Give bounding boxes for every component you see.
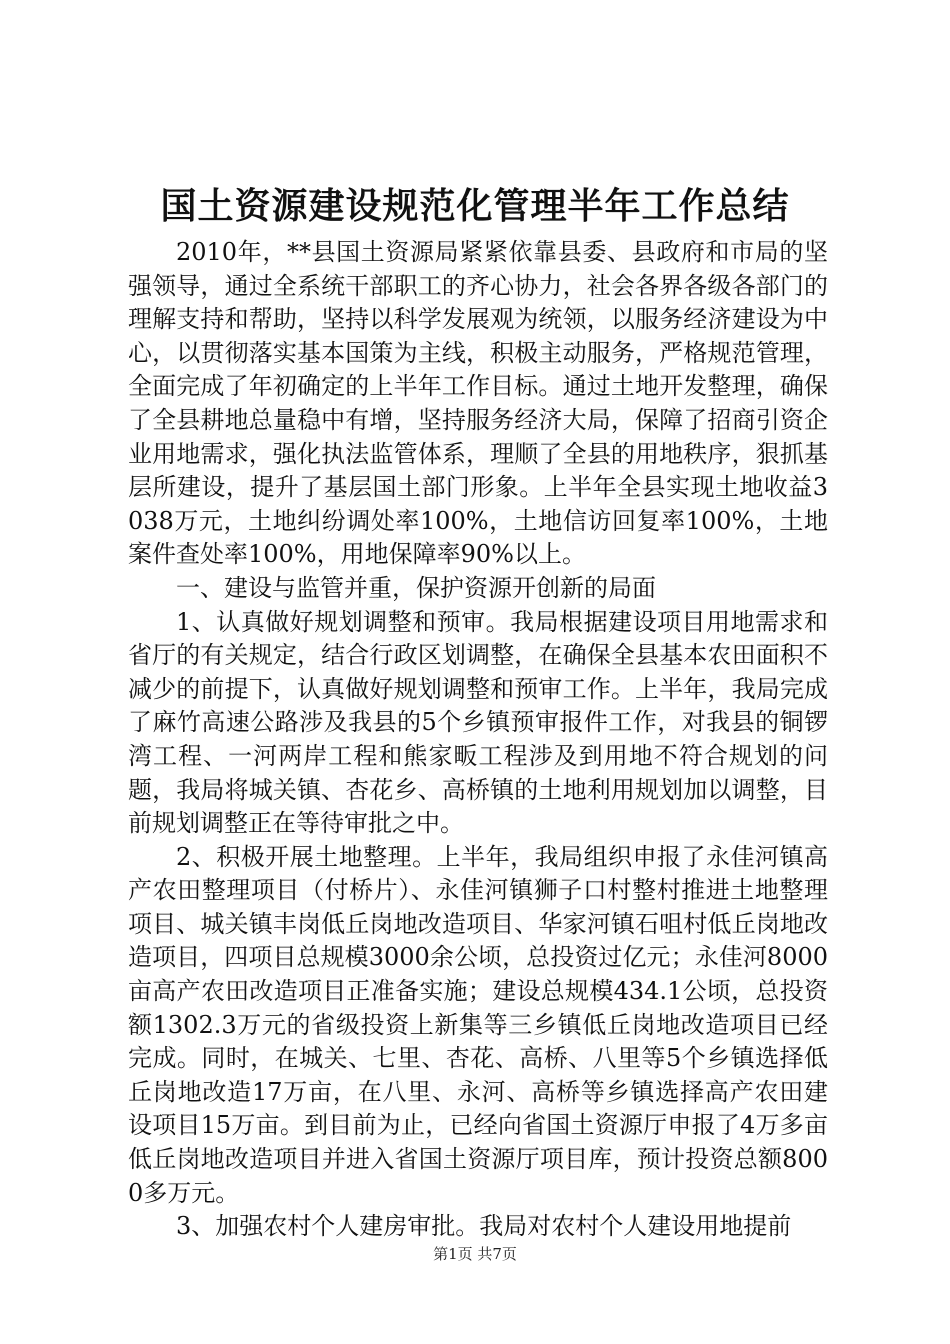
page-footer: 第1页 共7页 bbox=[433, 1245, 517, 1263]
section-heading-1: 一、建设与监管并重，保护资源开创新的局面 bbox=[176, 573, 656, 602]
document-body bbox=[128, 236, 828, 1244]
paragraph-item-1: 1、认真做好规划调整和预审。我局根据建设项目用地需求和省厅的有关规定，结合行政区划调整，在确保全县基本农田面积不减少的前提下，认真做好规划调整和预审工作。上半年，我局完成了麻竹高速公路涉及我县的5个乡镇预审报件工作，对我县的铜锣湾工程、一河两岸工程和熊家畈工程涉及到用地不符合规划的问题，我局将城关镇、杏花乡、高桥镇的土地利用规划加以调整，目前规划调整正在等待审批之中。 bbox=[128, 607, 828, 838]
document-title: 国土资源建设规范化管理半年工作总结 bbox=[160, 186, 790, 227]
paragraph-item-2: 2、积极开展土地整理。上半年，我局组织申报了永佳河镇高产农田整理项目（付桥片）、永佳河镇狮子口村整村推进土地整理项目、城关镇丰岗低丘岗地改造项目、华家河镇石咀村低丘岗地改造项目，四项目总规模3000余公顷，总投资过亿元；永佳河8000亩高产农田改造项目正准备实施；建设总规模434.1公顷，总投资额1302.3万元的省级投资上新集等三乡镇低丘岗地改造项目已经完成。同时，在城关、七里、杏花、高桥、八里等5个乡镇选择低丘岗地改造17万亩，在八里、永河、高桥等乡镇选择高产农田建设项目15万亩。到目前为止，已经向省国土资源厅申报了4万多亩低丘岗地改造项目并进入省国土资源厅项目库，预计投资总额8000多万元。 bbox=[128, 842, 828, 1207]
paragraph-item-3: 3、加强农村个人建房审批。我局对农村个人建设用地提前 bbox=[176, 1212, 792, 1241]
paragraph-intro: 2010年，**县国土资源局紧紧依靠县委、县政府和市局的坚强领导，通过全系统干部职工的齐心协力，社会各界各级各部门的理解支持和帮助，坚持以科学发展观为统领，以服务经济建设为中心，以贯彻落实基本国策为主线，积极主动服务，严格规范管理，全面完成了年初确定的上半年工作目标。通过土地开发整理，确保了全县耕地总量稳中有增，坚持服务经济大局，保障了招商引资企业用地需求，强化执法监管体系，理顺了全县的用地秩序，狠抓基层所建设，提升了基层国土部门形象。上半年全县实现土地收益3038万元，土地纠纷调处率100%，土地信访回复率100%，土地案件查处率100%，用地保障率90%以上。 bbox=[128, 238, 828, 569]
